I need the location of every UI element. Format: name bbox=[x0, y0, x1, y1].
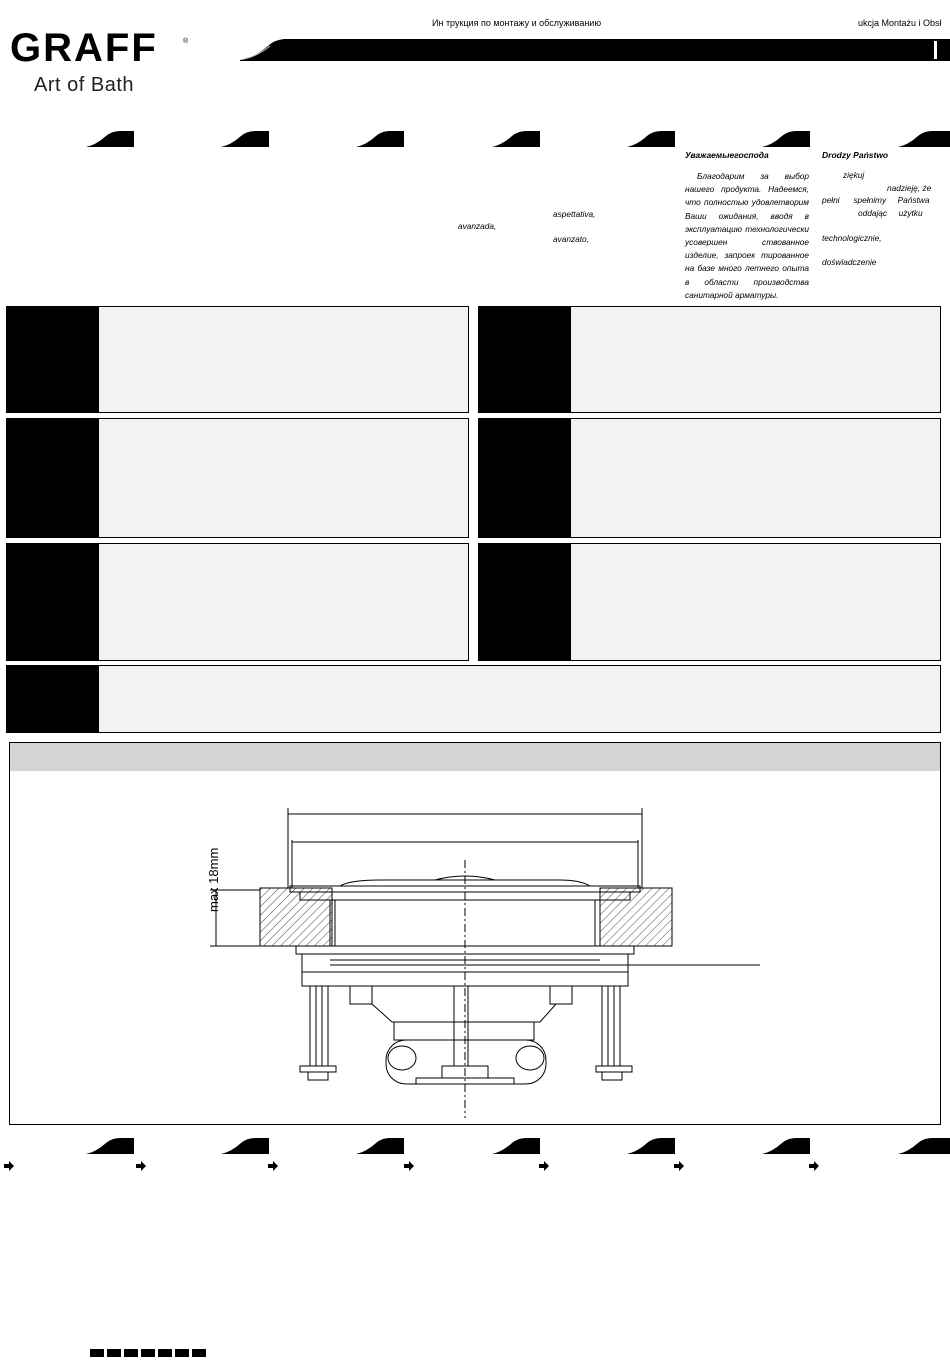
section-tab bbox=[479, 307, 571, 412]
greeting-title-pl: Drodzy Państwo bbox=[822, 150, 889, 160]
section-tab bbox=[7, 666, 99, 732]
section-tab bbox=[7, 307, 99, 412]
dimension-label: max 18mm bbox=[206, 847, 221, 912]
greeting-body-ru: Благодарим за выбор нашего продукта. Надеемся, что полностью удовлетворим Ваши ожидания, вводя в эксплуатацию технологически усовершен ствованное изделие, запроек тированное на базе много летнего опыта в области производства санитарной арматуры. bbox=[685, 171, 809, 300]
pl-word-3: pełni spełnimy Państwa bbox=[822, 195, 930, 205]
page-indicator-square bbox=[192, 1349, 206, 1357]
logo-wordmark: GRAFF bbox=[10, 26, 158, 70]
it-fragment-2: avanzada, bbox=[458, 221, 497, 231]
section-tab bbox=[7, 419, 99, 537]
section-tab bbox=[479, 419, 571, 537]
it-fragment-1: aspettativa, bbox=[553, 209, 596, 219]
section-box-wide bbox=[6, 665, 941, 733]
section-box-2 bbox=[478, 306, 941, 413]
language-tabs-row bbox=[86, 131, 950, 147]
pl-word-2: nadzieję, że bbox=[887, 183, 932, 193]
section-tab bbox=[7, 544, 99, 660]
bottom-tabs-row bbox=[86, 1138, 950, 1154]
page-indicator-square bbox=[107, 1349, 121, 1357]
pl-word-5: technologicznie, bbox=[822, 233, 882, 243]
pl-word-6: doświadczenie bbox=[822, 257, 877, 267]
pl-word-1: ziękuj bbox=[843, 170, 865, 180]
section-tab bbox=[479, 544, 571, 660]
pl-word-4: oddając użytku bbox=[858, 208, 923, 218]
section-box-3 bbox=[6, 418, 469, 538]
page-indicator-square bbox=[158, 1349, 172, 1357]
right-arrow-icon bbox=[4, 1161, 819, 1171]
page-indicator-square bbox=[90, 1349, 104, 1357]
header-title-ru: Ин трукция по монтажу и обслуживанию bbox=[432, 18, 602, 28]
header-title-pl: ukcja Montażu i Obsł bbox=[858, 18, 942, 28]
page-indicator-square bbox=[141, 1349, 155, 1357]
logo-registered-mark: ® bbox=[183, 38, 189, 45]
it-fragment-3: avanzato, bbox=[553, 234, 589, 244]
page-indicator-square bbox=[175, 1349, 189, 1357]
greeting-title-ru: Уважаемыегоспода bbox=[685, 150, 769, 160]
section-box-4 bbox=[478, 418, 941, 538]
logo-tagline: Art of Bath bbox=[34, 74, 134, 96]
diagram-header-bar bbox=[10, 743, 940, 771]
installation-drawing bbox=[180, 800, 780, 1120]
arrow-markers-row bbox=[4, 1160, 824, 1172]
slanted-tab-icon bbox=[86, 131, 950, 147]
section-box-6 bbox=[478, 543, 941, 661]
section-box-1 bbox=[6, 306, 469, 413]
section-box-5 bbox=[6, 543, 469, 661]
slanted-tab-icon bbox=[86, 1138, 950, 1154]
header-bar bbox=[240, 38, 950, 62]
page-indicator-square bbox=[124, 1349, 138, 1357]
